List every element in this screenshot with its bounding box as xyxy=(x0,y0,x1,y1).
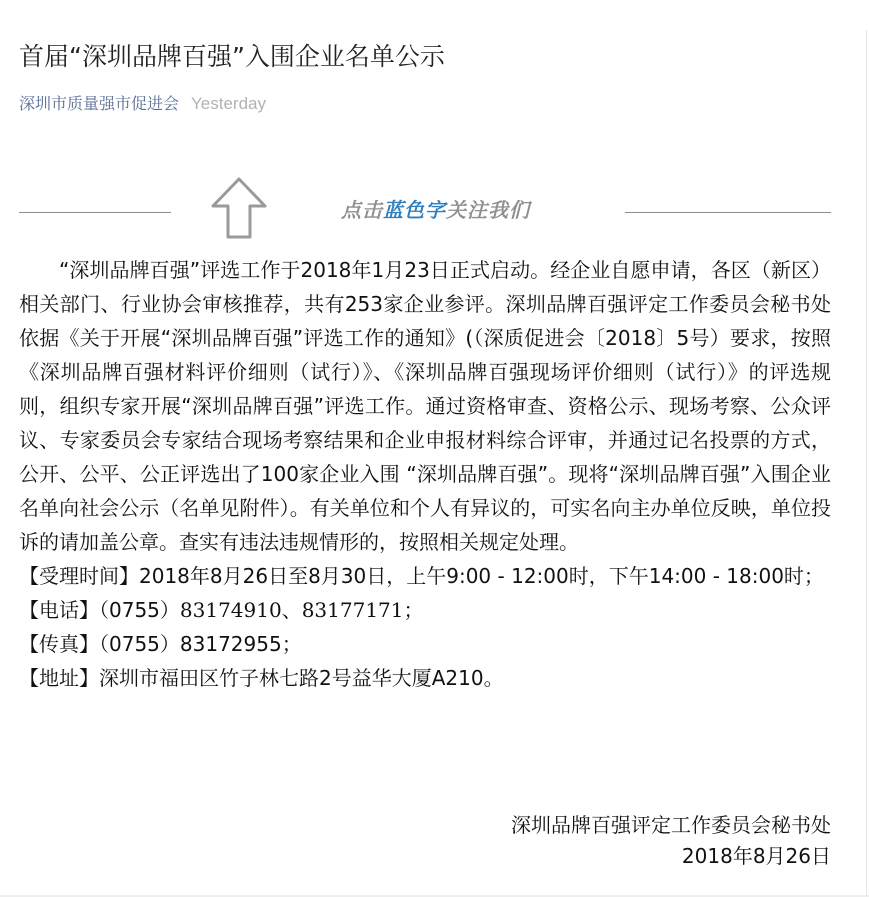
follow-suffix: 关注我们 xyxy=(446,198,530,222)
article-body xyxy=(19,253,831,695)
body-paragraph: “深圳品牌百强”评选工作于2018年1月23日正式启动。经企业自愿申请，各区（新区）相关部门、行业协会审核推荐，共有253家企业参评。深圳品牌百强评定工作委员会秘书处依据《关于开展“深圳品牌百强”评选工作的通知》(（深质促进会〔2018〕5号）要求，按照《深圳品牌百强材料评价细则（试行）》、《深圳品牌百强现场评价细则（试行）》的评选规则，组织专家开展“深圳品牌百强”评选工作。通过资格审查、资格公示、现场考察、公众评议、专家委员会专家结合现场考察结果和企业申报材料综合评审，并通过记名投票的方式，公开、公平、公正评选出了100家企业入围 “深圳品牌百强”。现将“深圳品牌百强”入围企业名单向社会公示（名单见附件）。有关单位和个人有异议的，可实名向主办单位反映，单位投诉的请加盖公章。查实有违法违规情形的，按照相关规定处理。 xyxy=(19,258,831,554)
article-title: 首届“深圳品牌百强”入围企业名单公示 xyxy=(19,42,445,71)
page-edge-divider xyxy=(866,30,867,897)
up-arrow-icon xyxy=(209,176,269,244)
follow-us-banner[interactable] xyxy=(19,172,831,240)
signature-block xyxy=(511,810,831,872)
fax-line: 【传真】（0755）83172955； xyxy=(19,632,302,656)
address-line: 【地址】深圳市福田区竹子林七路2号益华大厦A210。 xyxy=(19,666,504,690)
author-link[interactable]: 深圳市质量强市促进会 xyxy=(19,94,180,113)
banner-divider-left xyxy=(19,212,171,213)
phone-prefix: 【电话】（0755） xyxy=(19,598,180,622)
follow-us-text xyxy=(341,196,530,224)
article-meta xyxy=(19,92,266,116)
publish-date: Yesterday xyxy=(191,94,266,113)
follow-prefix: 点击 xyxy=(341,198,383,222)
banner-divider-right xyxy=(625,212,831,213)
acceptance-time: 【受理时间】2018年8月26日至8月30日，上午9:00 - 12:00时，下午14:00 - 18:00时； xyxy=(19,564,824,588)
signature-date: 2018年8月26日 xyxy=(681,844,831,868)
phone-line xyxy=(19,593,831,627)
phone-numbers: 83174910、83177171； xyxy=(179,598,424,622)
signature-org: 深圳品牌百强评定工作委员会秘书处 xyxy=(511,813,831,837)
follow-highlight: 蓝色字 xyxy=(383,198,446,222)
